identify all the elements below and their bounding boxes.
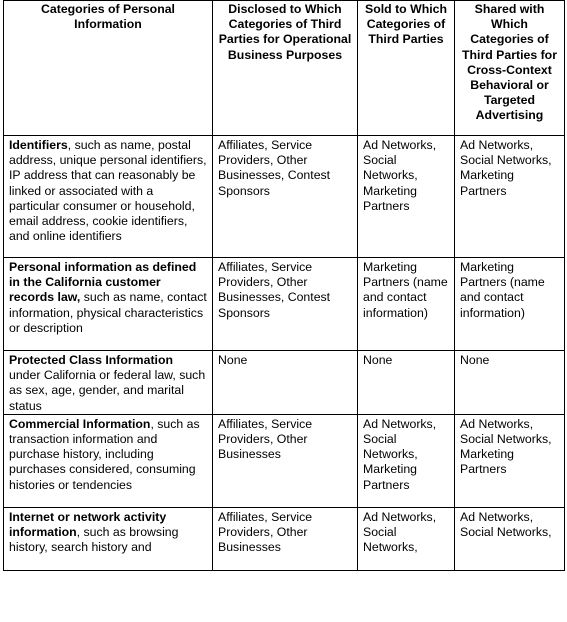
shared-cell: Ad Networks, Social Networks, <box>455 507 565 570</box>
sold-cell: Ad Networks, Social Networks, Marketing Partners <box>358 414 455 507</box>
header-categories: Categories of Personal Information <box>4 1 213 136</box>
category-description: , such as browsing history, search history and <box>9 525 179 555</box>
sold-cell: None <box>358 351 455 415</box>
category-cell <box>4 507 213 570</box>
table-row <box>4 258 565 351</box>
table-row <box>4 414 565 507</box>
category-name: Commercial Information <box>9 416 151 431</box>
table-row <box>4 351 565 415</box>
table-header <box>4 1 565 136</box>
category-cell <box>4 258 213 351</box>
table-row <box>4 136 565 258</box>
shared-cell: Ad Networks, Social Networks, Marketing Partners <box>455 414 565 507</box>
sold-cell: Ad Networks, Social Networks, Marketing Partners <box>358 136 455 258</box>
shared-cell: Marketing Partners (name and contact information) <box>455 258 565 351</box>
header-shared: Shared with Which Categories of Third Parties for Cross-Context Behavioral or Targeted Advertising <box>455 1 565 136</box>
table-row <box>4 507 565 570</box>
shared-cell: Ad Networks, Social Networks, Marketing Partners <box>455 136 565 258</box>
header-row <box>4 1 565 136</box>
category-description: under California or federal law, such as sex, age, gender, and marital status <box>9 368 206 413</box>
category-cell <box>4 136 213 258</box>
category-cell <box>4 414 213 507</box>
disclosed-cell: Affiliates, Service Providers, Other Businesses, Contest Sponsors <box>213 136 358 258</box>
disclosed-cell: Affiliates, Service Providers, Other Businesses <box>213 507 358 570</box>
category-name: Personal information as defined in the California customer records law, <box>9 260 197 305</box>
category-cell <box>4 351 213 415</box>
disclosed-cell: Affiliates, Service Providers, Other Businesses, Contest Sponsors <box>213 258 358 351</box>
sold-cell: Ad Networks, Social Networks, <box>358 507 455 570</box>
table-body <box>4 136 565 571</box>
category-name: Internet or network activity information <box>9 509 167 540</box>
header-disclosed: Disclosed to Which Categories of Third Parties for Operational Business Purposes <box>213 1 358 136</box>
category-name: Protected Class Information <box>9 353 173 367</box>
shared-cell: None <box>455 351 565 415</box>
disclosed-cell: None <box>213 351 358 415</box>
sold-cell: Marketing Partners (name and contact information) <box>358 258 455 351</box>
category-name: Identifiers <box>9 138 68 152</box>
category-description: such as name, contact information, physical characteristics or description <box>9 290 207 335</box>
category-description: , such as transaction information and purchase history, including purchases considered, consuming histories or tendencies <box>9 416 200 492</box>
disclosed-cell: Affiliates, Service Providers, Other Businesses <box>213 414 358 507</box>
category-description: , such as name, postal address, unique personal identifiers, IP address that can reasonably be linked or associated with a particular consumer or household, email address, cookie identifiers, and online identifiers <box>9 138 207 244</box>
header-sold: Sold to Which Categories of Third Parties <box>358 1 455 136</box>
privacy-disclosure-table <box>3 0 565 571</box>
